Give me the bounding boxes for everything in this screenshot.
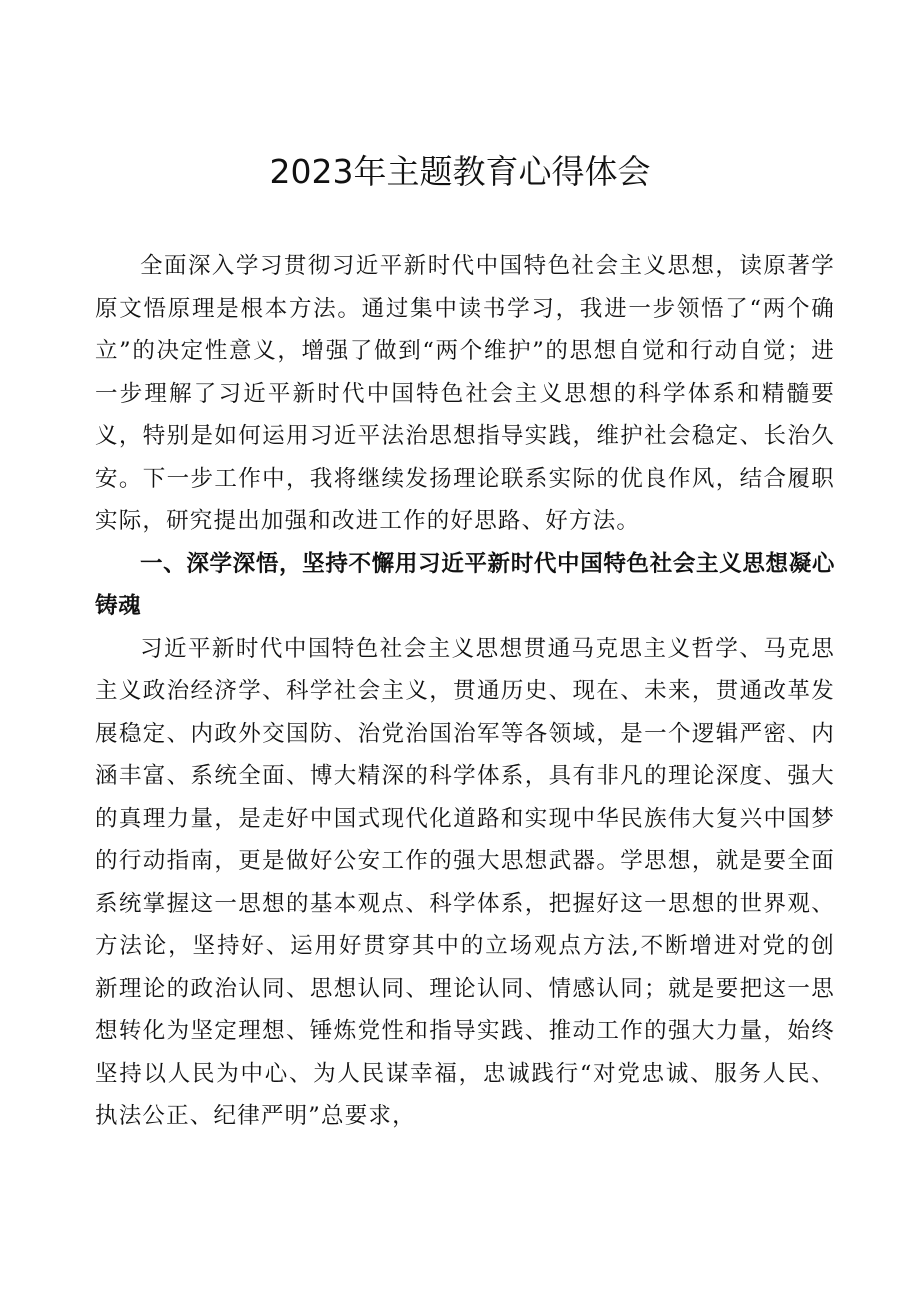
intro-paragraph: 全面深入学习贯彻习近平新时代中国特色社会主义思想，读原著学原文悟原理是根本方法。通过集中读书学习，我进一步领悟了“两个确立”的决定性意义，增强了做到“两个维护”的思想自觉和行动自觉；进一步理解了习近平新时代中国特色社会主义思想的科学体系和精髓要义，特别是如何运用习近平法治思想指导实践，维护社会稳定、长治久安。下一步工作中，我将继续发扬理论联系实际的优良作风，结合履职实际，研究提出加强和改进工作的好思路、好方法。 [95, 253, 835, 534]
document-title: 2023年主题教育心得体会 [269, 152, 651, 191]
section-heading: 一、深学深悟，坚持不懈用习近平新时代中国特色社会主义思想凝心铸魂 [95, 550, 835, 619]
section-paragraph: 习近平新时代中国特色社会主义思想贯通马克思主义哲学、马克思主义政治经济学、科学社会主义，贯通历史、现在、未来，贯通改革发展稳定、内政外交国防、治党治国治军等各领域，是一个逻辑严密、内涵丰富、系统全面、博大精深的科学体系，具有非凡的理论深度、强大的真理力量，是走好中国式现代化道路和实现中华民族伟大复兴中国梦的行动指南，更是做好公安工作的强大思想武器。学思想，就是要全面系统掌握这一思想的基本观点、科学体系，把握好这一思想的世界观、方法论，坚持好、运用好贯穿其中的立场观点方法,不断增进对党的创新理论的政治认同、思想认同、理论认同、情感认同；就是要把这一思想转化为坚定理想、锤炼党性和指导实践、推动工作的强大力量，始终坚持以人民为中心、为人民谋幸福，忠诚践行“对党忠诚、服务人民、执法公正、纪律严明”总要求， [95, 635, 835, 1129]
document-body [95, 245, 835, 1138]
